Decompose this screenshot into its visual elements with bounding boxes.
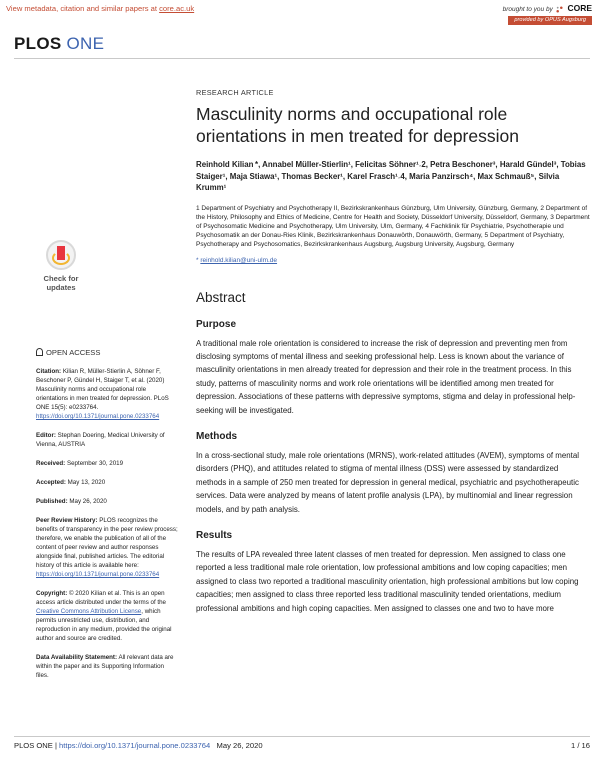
page-number: 1 / 16 <box>571 741 590 750</box>
author-list: Reinhold Kilian *, Annabel Müller-Stierlin¹, Felicitas Söhner¹˒2, Petra Beschoner³, Harald Gündel³, Tobias Staiger¹, Maja Stiawa¹, Thomas Becker¹, Karel Frasch¹˒4, Maria Panzirsch⁴, Max Schmauß⁵, Silvia Krumm¹ <box>196 160 586 192</box>
accepted-block <box>36 478 178 487</box>
published-block <box>36 497 178 506</box>
core-banner <box>0 0 600 26</box>
check-updates-label: Check for updates <box>43 274 79 292</box>
citation-block <box>36 367 178 421</box>
footer-journal: PLOS ONE <box>14 741 53 750</box>
core-link[interactable]: core.ac.uk <box>159 4 195 13</box>
copyright-text-end: , which permits unrestricted use, distribution, and reproduction in any medium, provided the original author and source are credited. <box>36 608 172 642</box>
footer-separator: | <box>52 741 60 750</box>
core-brand <box>503 3 592 14</box>
page-footer <box>14 741 590 750</box>
email-marker: * <box>196 256 199 264</box>
open-lock-icon <box>36 348 43 356</box>
received-date: September 30, 2019 <box>66 460 124 467</box>
copyright-label: Copyright: <box>36 590 68 597</box>
peer-review-link[interactable]: https://doi.org/10.1371/journal.pone.0233764 <box>36 571 160 578</box>
data-availability-text: All relevant data are within the paper and its Supporting Information files. <box>36 654 174 679</box>
article-main <box>196 88 590 615</box>
copyright-block <box>36 589 178 643</box>
results-heading: Results <box>196 529 233 541</box>
received-block <box>36 459 178 468</box>
open-access-label: OPEN ACCESS <box>36 348 178 357</box>
provided-by-text: provided by OPUS Augsburg <box>514 17 586 23</box>
citation-doi-link[interactable]: https://doi.org/10.1371/journal.pone.0233764 <box>36 413 160 420</box>
editor-text: Stephan Doering, Medical University of Vienna, AUSTRIA <box>36 432 165 448</box>
abstract-heading: Abstract <box>196 289 246 305</box>
methods-text: In a cross-sectional study, male role orientations (MRNS), work-related attitudes (AVEM), symptoms of mental disorders (PHQ), and attitudes related to stigma of mental illness (DSS) were assessed by standardized methods in a sample of 250 men treated for depression in general medical, psychiatric and psychotherapeutic services. Data were analyzed by means of latent profile analysis (LPA), by multinomial and linear regression models, and by path analysis. <box>196 450 579 514</box>
editor-block <box>36 431 178 449</box>
methods-heading: Methods <box>196 430 238 442</box>
article-sidebar <box>36 348 178 690</box>
corresponding-email[interactable] <box>196 257 590 264</box>
cc-license-link[interactable]: Creative Commons Attribution License <box>36 608 142 615</box>
core-metadata-link[interactable] <box>6 4 194 13</box>
data-availability-block <box>36 653 178 680</box>
received-label: Received: <box>36 460 66 467</box>
data-availability-label: Data Availability Statement: <box>36 654 118 661</box>
plos-one-logo[interactable] <box>14 34 104 54</box>
accepted-label: Accepted: <box>36 479 66 486</box>
peer-review-text: PLOS recognizes the benefits of transparency in the peer review process; therefore, we enable the publication of all of the content of peer review and author responses alongside final, published articles. The editorial history of this article is available here: <box>36 517 178 569</box>
check-for-updates-button[interactable] <box>36 240 86 300</box>
header-divider <box>14 58 590 59</box>
accepted-date: May 13, 2020 <box>67 479 106 486</box>
footer-date: May 26, 2020 <box>216 741 263 750</box>
editor-label: Editor: <box>36 432 56 439</box>
citation-label: Citation: <box>36 368 62 375</box>
published-label: Published: <box>36 498 68 505</box>
brought-by-text: brought to you by <box>502 6 553 13</box>
purpose-text: A traditional male role orientation is considered to increase the risk of depression and preventing men from disclosing symptoms of mental illness and seeking professional help. Less is known about the variance of masculinity orientations in men already treated for depression and their role in the treatment process. In this study, patterns of masculinity norms and work role orientations will be identified among men treated for depression. Associations of these patterns with depressive symptoms, stigma and delay in professional help-seeking will be investigated. <box>196 338 576 415</box>
core-metadata-text: View metadata, citation and similar papers at <box>6 4 157 13</box>
check-updates-icon <box>46 240 76 270</box>
one-wordmark: ONE <box>66 34 105 53</box>
core-label: CORE <box>567 3 592 13</box>
footer-doi-link[interactable]: https://doi.org/10.1371/journal.pone.0233764 <box>59 741 211 750</box>
core-logo-icon <box>555 5 564 14</box>
article-type: RESEARCH ARTICLE <box>196 88 274 97</box>
footer-divider <box>14 736 590 737</box>
plos-wordmark: PLOS <box>14 34 62 53</box>
provided-by-badge[interactable] <box>508 16 592 25</box>
published-date: May 26, 2020 <box>69 498 107 505</box>
purpose-heading: Purpose <box>196 318 237 330</box>
results-text: The results of LPA revealed three latent classes of men treated for depression. Men assigned to class one reported a less traditional male role orientation, low professional ambitions and low coping capacities; men assigned to class two reported a traditional masculinity orientation, high professional ambitions but low coping capacities; men assigned to class three reported less traditional masculinity tended orientations, medium professional ambitions and high coping capacities. Men assigned to classes one and two to have more <box>196 549 579 613</box>
peer-review-label: Peer Review History: <box>36 517 98 524</box>
citation-text: Kilian R, Müller-Stierlin A, Söhner F, Beschoner P, Gündel H, Staiger T, et al. (2020) Masculinity norms and occupational role orientations in men treated for depression. PLoS ONE 15(5): e0233764. <box>36 368 169 411</box>
email-link[interactable]: reinhold.kilian@uni-ulm.de <box>200 256 278 264</box>
affiliations: 1 Department of Psychiatry and Psychotherapy II, Bezirkskrankenhaus Günzburg, Ulm University, Günzburg, Germany, 2 Department of the History, Philosophy and Ethics of Medicine, Centre for Health and Society, Düsseldorf University, Düsseldorf, Germany, 3 Department of Psychosomatic Medicine and Psychotherapy, Ulm University, Ulm, Germany, 4 Fachklinik für Psychiatrie, Psychotherapie und Psychosomatik an der Donau-Ries Klinik, Bezirkskrankenhaus Donauwörth, Donauwörth, Germany, 5 Department of Psychiatry, Psychotherapy and Psychosomatics, Bezirkskrankenhaus Augsburg, Augsburg University, Augsburg, Germany <box>196 204 590 249</box>
article-title: Masculinity norms and occupational role orientations in men treated for depression <box>196 104 519 146</box>
peer-review-block <box>36 516 178 579</box>
copyright-text: © 2020 Kilian et al. This is an open access article distributed under the terms of the <box>36 590 167 606</box>
